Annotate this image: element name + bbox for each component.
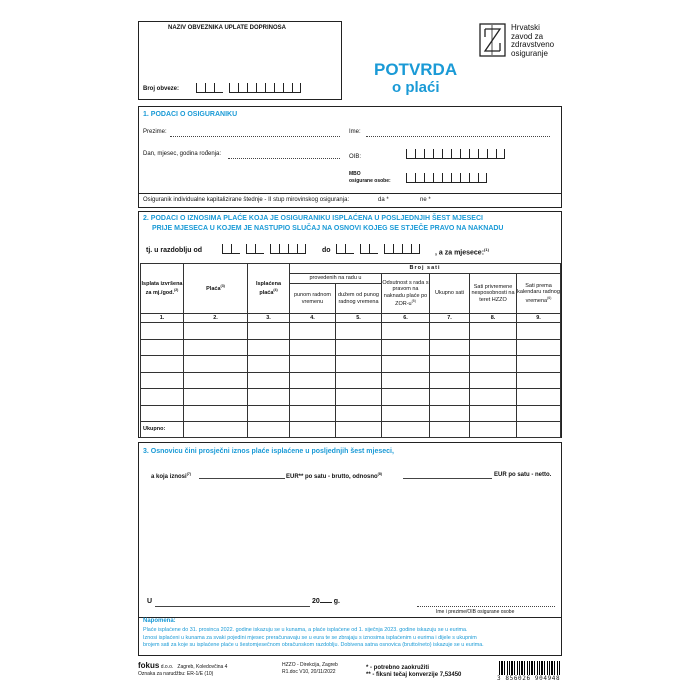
birth-date-label: Dan, mjesec, godina rođenja: bbox=[143, 151, 222, 157]
table-row[interactable] bbox=[141, 356, 561, 373]
oib-field[interactable] bbox=[406, 149, 505, 159]
publisher-info: fokus d.o.o. Zagreb, Koledovčina 4 Oznaka za narudžbu: ER-1/E (10) bbox=[138, 661, 228, 677]
footer-notes: * - potrebno zaokružiti ** - fiksni tečaj konverzije 7,53450 bbox=[366, 665, 462, 678]
place-label: U bbox=[147, 598, 153, 605]
period-to-field[interactable] bbox=[336, 244, 420, 254]
payer-number-field[interactable] bbox=[196, 83, 301, 93]
amount-gross-field[interactable] bbox=[199, 478, 285, 479]
hzzo-logo-icon bbox=[479, 23, 506, 57]
notes-divider bbox=[138, 617, 562, 618]
col-header-absence: Odsutnost s rada s pravom na naknadu plaće po ZOR-$u^{(5)}$ bbox=[382, 274, 430, 314]
payer-number-label: Broj obveze: bbox=[143, 86, 180, 92]
barcode bbox=[496, 660, 562, 682]
table-row[interactable] bbox=[141, 389, 561, 406]
table-row[interactable] bbox=[141, 372, 561, 389]
barcode-number: 3 856026 904948 bbox=[497, 675, 561, 682]
amount-label: a koja iznosi$^{(7)}$ bbox=[151, 472, 191, 480]
name-field[interactable] bbox=[366, 136, 550, 137]
col-header-paid-salary: Isplaćena plaća$^{(4)}$ bbox=[248, 264, 290, 314]
col-header-worked: provedenih na radu u bbox=[290, 274, 382, 284]
period-from-label: tj. u razdoblju od bbox=[146, 247, 202, 254]
pension-savings-no[interactable]: ne * bbox=[420, 197, 431, 203]
col-number: 9. bbox=[517, 314, 561, 323]
total-cell[interactable] bbox=[382, 422, 430, 438]
surname-field[interactable] bbox=[170, 136, 340, 137]
table-row[interactable] bbox=[141, 323, 561, 340]
birth-date-field[interactable] bbox=[228, 158, 340, 159]
col-number: 1. bbox=[141, 314, 184, 323]
year-label: 20 g. bbox=[312, 598, 340, 605]
col-header-overtime: dužem od punog radnog vremena bbox=[336, 284, 382, 314]
place-date-field[interactable] bbox=[155, 606, 310, 607]
document-title: POTVRDA bbox=[374, 60, 458, 79]
notes-title: Napomena: bbox=[143, 618, 176, 624]
name-label: Ime: bbox=[349, 129, 361, 135]
barcode-bars bbox=[499, 661, 560, 675]
period-from-field[interactable] bbox=[222, 244, 306, 254]
pension-savings-label: Osiguranik individualne kapitalizirane štednje - II stup mirovinskog osiguranja: bbox=[143, 197, 350, 203]
section-insured-title: 1. PODACI O OSIGURANIKU bbox=[143, 111, 238, 118]
eur-gross-label: EUR** po satu - brutto, odnosno$^{(8)}$ bbox=[286, 472, 382, 480]
document-subtitle: o plaći bbox=[392, 79, 440, 96]
total-cell[interactable] bbox=[248, 422, 290, 438]
col-header-full-time: punom radnom vremenu bbox=[290, 284, 336, 314]
col-header-salary: Plaća$^{(3)}$ bbox=[184, 264, 248, 314]
signature-label: Ime i prezime/OIB osigurane osobe bbox=[436, 609, 515, 615]
table-row[interactable] bbox=[141, 405, 561, 422]
total-cell[interactable] bbox=[470, 422, 517, 438]
col-header-month: Isplata izvršena za mj./god.$^{(2)}$ bbox=[141, 264, 184, 314]
pension-savings-yes[interactable]: da * bbox=[378, 197, 389, 203]
col-number: 8. bbox=[470, 314, 517, 323]
section-salary-title: 2. PODACI O IZNOSIMA PLAĆE KOJA JE OSIGURANIKU ISPLAĆENA U POSLJEDNJIH ŠEST MJESECI PRIJE MJESECA U KOJEM JE NASTUPIO SLUČAJ NA OSNOVI KOJEG SE STJEČE PRAVO NA NAKNADU bbox=[143, 215, 504, 232]
col-number: 6. bbox=[382, 314, 430, 323]
total-cell[interactable] bbox=[517, 422, 561, 438]
payer-name-label: NAZIV OBVEZNIKA UPLATE DOPRINOSA bbox=[168, 25, 287, 31]
issuer-info: HZZO - Direkcija, Zagreb R1.doc V10, 20/11/2022 bbox=[282, 662, 338, 675]
col-header-sick-hours: Sati privremene nesposobnosti na teret HZZO bbox=[470, 274, 517, 314]
total-cell[interactable] bbox=[430, 422, 470, 438]
oib-label: OIB: bbox=[349, 154, 362, 160]
section-base-title: 3. Osnovicu čini prosječni iznos plaće isplaćene u posljednjih šest mjeseci, bbox=[143, 448, 394, 455]
col-number: 7. bbox=[430, 314, 470, 323]
col-header-total-hours: Ukupno sati bbox=[430, 274, 470, 314]
total-cell[interactable] bbox=[336, 422, 382, 438]
signature-field[interactable] bbox=[417, 606, 555, 607]
notes-text: Plaće isplaćene do 31. prosinca 2022. godine iskazuju se u kunama, a plaće isplaćene od 1. siječnja 2023. godine iskazuju se u eurima. Iznosi isplaćeni u kunama za svaki pojedini mjesec preračunavaju se u eura te se zbrajaju s iznosima isplaćenim u eurima i dijele s ukupnim brojem sati za koje su isplaćene plaće u šestomjesečnom obračunskom razdoblju. Dobivena satna osnovica (brutto/neto) iskazuje se u eurima. bbox=[143, 627, 484, 648]
period-to-label: do bbox=[322, 247, 331, 254]
col-number: 5. bbox=[336, 314, 382, 323]
period-months-label: , a za mjesece:$^{(1)}$ bbox=[435, 247, 489, 257]
logo-text: Hrvatski zavod za zdravstveno osiguranje bbox=[511, 23, 555, 58]
col-number: 3. bbox=[248, 314, 290, 323]
total-cell[interactable] bbox=[184, 422, 248, 438]
table-row[interactable] bbox=[141, 339, 561, 356]
mbo-field[interactable] bbox=[406, 173, 487, 183]
mbo-label: MBO osigurane osobe: bbox=[349, 171, 391, 184]
salary-table bbox=[140, 263, 561, 438]
eur-net-label: EUR po satu - netto. bbox=[494, 472, 552, 478]
surname-label: Prezime: bbox=[143, 129, 167, 135]
col-header-hours: Broj sati bbox=[290, 264, 561, 274]
section-insured-divider bbox=[138, 193, 562, 194]
col-number: 4. bbox=[290, 314, 336, 323]
amount-net-field[interactable] bbox=[403, 478, 492, 479]
total-cell[interactable] bbox=[290, 422, 336, 438]
total-label: Ukupno: bbox=[141, 422, 184, 438]
col-header-calendar-hours: Sati prema kalendaru radnog vremena$^{(6)}$ bbox=[517, 274, 561, 314]
col-number: 2. bbox=[184, 314, 248, 323]
